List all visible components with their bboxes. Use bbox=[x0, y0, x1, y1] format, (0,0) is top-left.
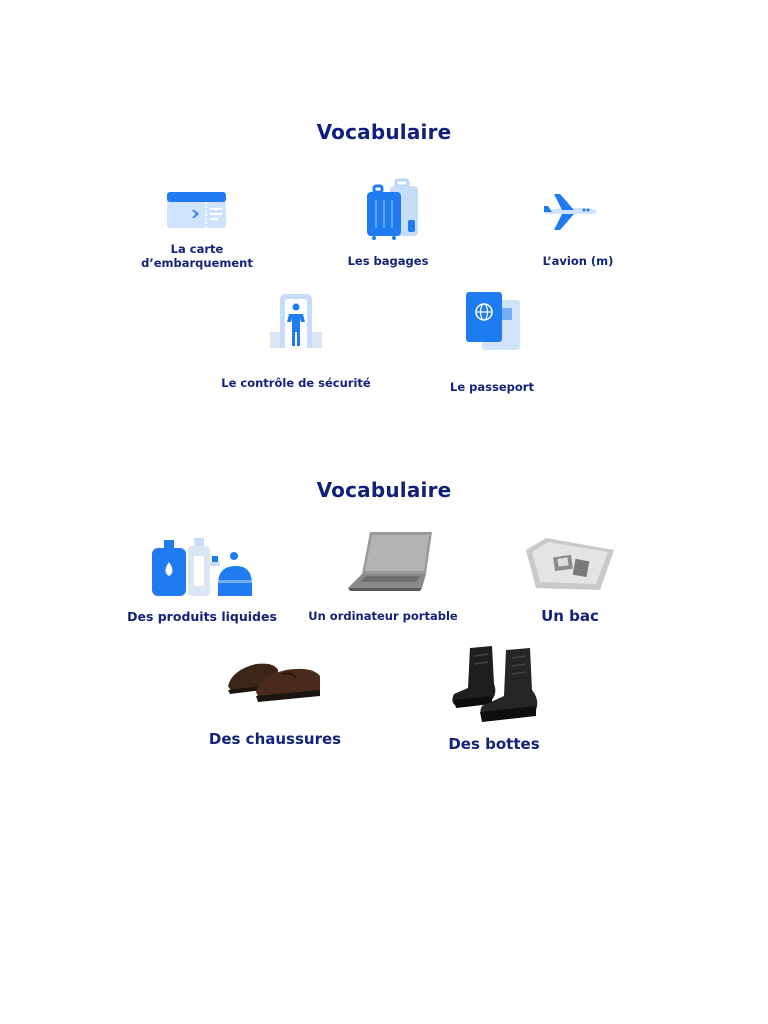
laptop-label: Un ordinateur portable bbox=[308, 609, 458, 623]
security-gate-label: Le contrôle de sécurité bbox=[221, 376, 371, 390]
airplane-label: L’avion (m) bbox=[542, 254, 614, 268]
shoes-label: Des chaussures bbox=[208, 730, 342, 748]
luggage-label: Les bagages bbox=[347, 254, 429, 268]
liquids-label: Des produits liquides bbox=[127, 609, 277, 624]
boarding-pass-label-line1: La carte bbox=[170, 242, 224, 256]
tray-label: Un bac bbox=[541, 607, 599, 625]
shoes-icon bbox=[226, 656, 324, 704]
laptop-icon bbox=[346, 530, 436, 592]
section1-title: Vocabulaire bbox=[316, 120, 452, 144]
boots-label: Des bottes bbox=[448, 735, 540, 753]
airplane-icon bbox=[540, 190, 600, 234]
passport-icon bbox=[464, 290, 522, 352]
boarding-pass-icon bbox=[166, 190, 228, 230]
luggage-icon bbox=[364, 178, 422, 240]
tray-icon bbox=[524, 536, 616, 592]
boarding-pass-label-line2: d’embarquement bbox=[141, 256, 253, 270]
section2-title: Vocabulaire bbox=[316, 478, 452, 502]
liquids-icon bbox=[150, 536, 254, 598]
passport-label: Le passeport bbox=[450, 380, 534, 394]
boots-icon bbox=[450, 644, 544, 724]
security-gate-icon bbox=[268, 292, 324, 350]
